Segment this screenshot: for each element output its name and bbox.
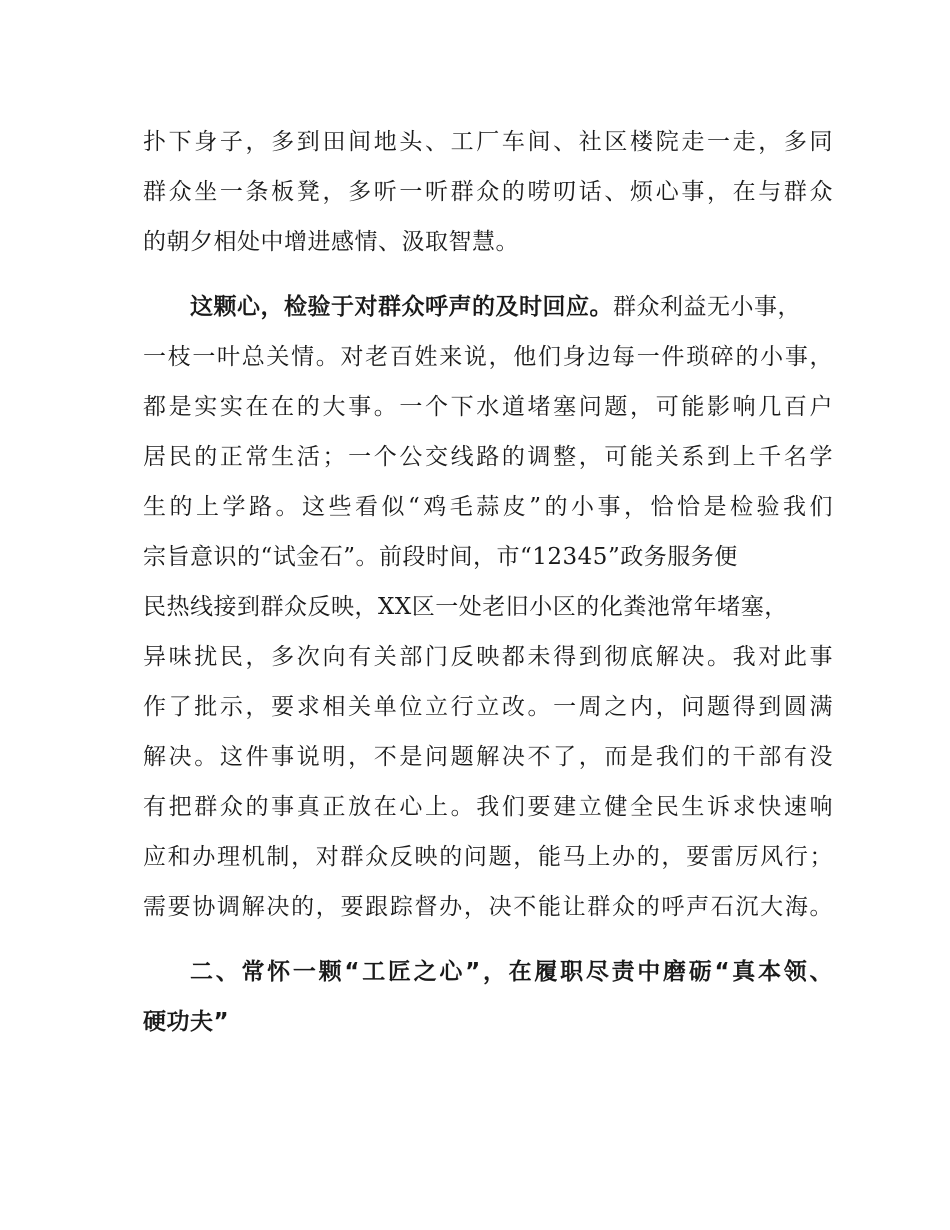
paragraph-first-line xyxy=(190,292,833,322)
paragraph-line: 需要协调解决的，要跟踪督办，决不能让群众的呼声石沉大海。 xyxy=(143,894,833,920)
paragraph-line: 宗旨意识的“试金石”。前段时间，市“12345”政务服务便 xyxy=(143,544,738,570)
paragraph-line: 一枝一叶总关情。对老百姓来说，他们身边每一件琐碎的小事， xyxy=(143,344,833,370)
paragraph-line: 扑下身子，多到田间地头、工厂车间、社区楼院走一走，多同 xyxy=(143,129,833,155)
paragraph-line: 有把群众的事真正放在心上。我们要建立健全民生诉求快速响 xyxy=(143,794,833,820)
paragraph-text: 群众利益无小事， xyxy=(613,294,801,320)
paragraph-line: 群众坐一条板凳，多听一听群众的唠叨话、烦心事，在与群众 xyxy=(143,179,833,205)
section-heading-line: 硬功夫” xyxy=(143,1009,230,1035)
paragraph-line: 的朝夕相处中增进感情、汲取智慧。 xyxy=(143,229,519,255)
section-heading-line: 二、常怀一颗“工匠之心”，在履职尽责中磨砺“真本领、 xyxy=(190,959,833,985)
paragraph-line: 民热线接到群众反映，XX区一处老旧小区的化粪池常年堵塞， xyxy=(143,594,788,620)
paragraph-line: 应和办理机制，对群众反映的问题，能马上办的，要雷厉风行； xyxy=(143,844,833,870)
paragraph-line: 生的上学路。这些看似“鸡毛蒜皮”的小事，恰恰是检验我们 xyxy=(143,494,833,520)
paragraph-line: 异味扰民，多次向有关部门反映都未得到彻底解决。我对此事 xyxy=(143,644,833,670)
paragraph-line: 作了批示，要求相关单位立行立改。一周之内，问题得到圆满 xyxy=(143,694,833,720)
paragraph-line: 居民的正常生活；一个公交线路的调整，可能关系到上千名学 xyxy=(143,444,833,470)
paragraph-line: 都是实实在在的大事。一个下水道堵塞问题，可能影响几百户 xyxy=(143,394,833,420)
paragraph-line: 解决。这件事说明，不是问题解决不了，而是我们的干部有没 xyxy=(143,744,833,770)
paragraph-lead-sentence: 这颗心，检验于对群众呼声的及时回应。 xyxy=(190,294,613,320)
